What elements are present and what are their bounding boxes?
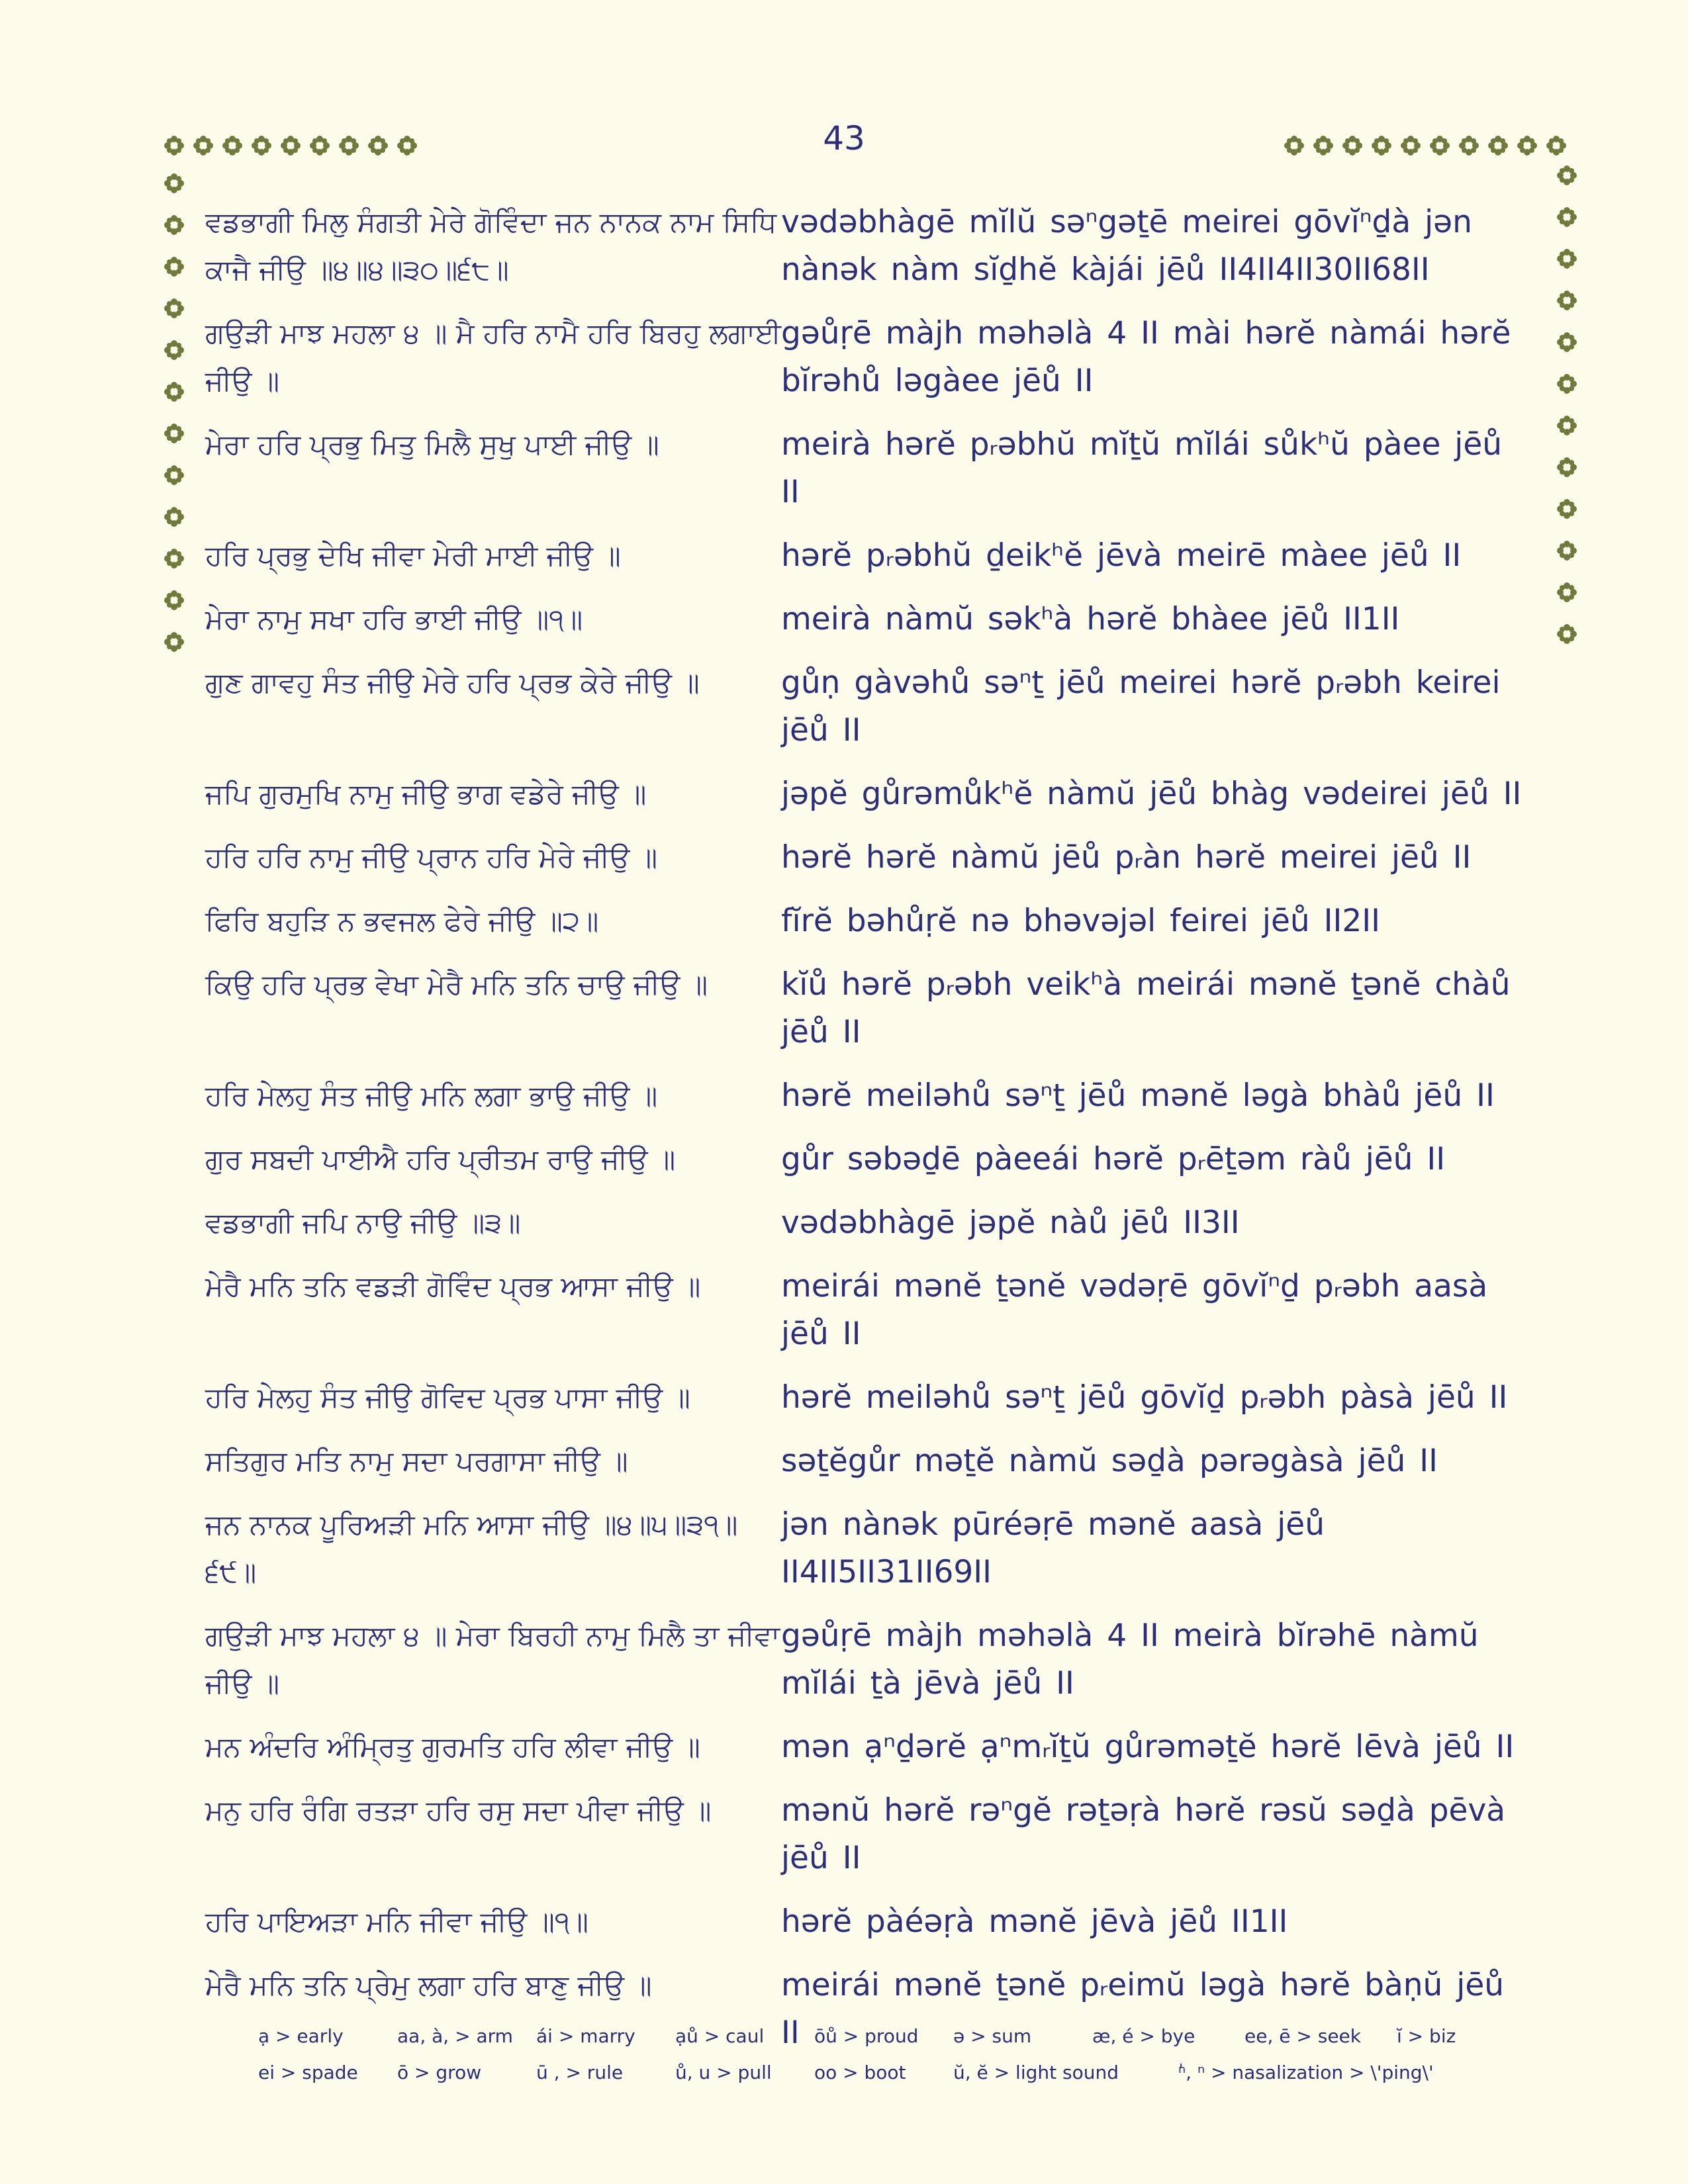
transliteration-text: hərĕ pᵣəbhŭ ḏeikʰĕ jēvà meirē màee jēů II: [781, 537, 1462, 574]
transliteration-text: vədəbhàgē jəpĕ nàů jēů II3II: [781, 1205, 1240, 1241]
flower-ornament-icon: [1557, 165, 1577, 185]
transliteration-text: hərĕ meiləhů səⁿṯ jēů gōvĭḏ pᵣəbh pàsà jēů II: [781, 1379, 1508, 1416]
gurmukhi-text: ਫਿਰਿ ਬਹੁੜਿ ਨ ਭਵਜਲ ਫੇਰੇ ਜੀਉ ॥੨॥: [205, 905, 599, 937]
verse-row: [205, 1263, 1523, 1358]
transliteration-text: fĭrĕ bəhůṛĕ nə bhəvəjəl feirei jēů II2II: [781, 903, 1380, 939]
legend-row: [258, 2025, 1516, 2047]
transliteration-text: hərĕ hərĕ nàmŭ jēů pᵣàn hərĕ meirei jēů II: [781, 839, 1472, 876]
flower-ornament-icon: [222, 136, 242, 156]
flower-ornament-icon: [1401, 136, 1421, 156]
flower-ornament-icon: [1459, 136, 1479, 156]
verse-row: [205, 1199, 1523, 1247]
verse-row: [205, 421, 1523, 516]
transliteration-text: jəpĕ gůrəmůkʰĕ nàmŭ jēů bhàg vədeirei jēů II: [781, 776, 1522, 812]
verse-row: [205, 199, 1523, 294]
legend-item: ōů > proud: [814, 2025, 919, 2047]
hymn-content: [205, 199, 1523, 2073]
verse-row: [205, 770, 1523, 818]
gurmukhi-text: ਕਿਉ ਹਰਿ ਪ੍ਰਭ ਵੇਖਾ ਮੇਰੈ ਮਨਿ ਤਨਿ ਚਾਉ ਜੀਉ ॥: [205, 968, 708, 1001]
gurmukhi-text: ਹਰਿ ਮੇਲਹੁ ਸੰਤ ਜੀਉ ਮਨਿ ਲਗਾ ਭਾਉ ਜੀਉ ॥: [205, 1079, 658, 1112]
transliteration-text: gəůṛē màjh məhəlà 4 II meirà bĭrəhē nàmŭ mĭlái ṯà jēvà jēů II: [781, 1617, 1479, 1702]
flower-ornament-icon: [1546, 136, 1566, 156]
transliteration-text: gůṇ gàvəhů səⁿṯ jēů meirei hərĕ pᵣəbh keirei jēů II: [781, 664, 1501, 749]
legend-item: ō > grow: [397, 2062, 482, 2083]
flower-ornament-icon: [164, 590, 184, 610]
verse-row: [205, 1787, 1523, 1882]
flower-ornament-icon: [193, 136, 213, 156]
flower-ornament-icon: [1557, 291, 1577, 310]
gurmukhi-text: ਮੇਰਾ ਨਾਮੁ ਸਖਾ ਹਰਿ ਭਾਈ ਜੀਉ ॥੧॥: [205, 603, 583, 635]
flower-ornament-icon: [1557, 624, 1577, 644]
legend-item: ạů > caul: [675, 2025, 765, 2047]
pronunciation-legend: [258, 2025, 1516, 2098]
verse-row: [205, 1501, 1523, 1596]
gurmukhi-text: ਹਰਿ ਹਰਿ ਨਾਮੁ ਜੀਉ ਪ੍ਰਾਨ ਹਰਿ ਮੇਰੇ ਜੀਉ ॥: [205, 841, 658, 874]
gurmukhi-text: ਗੁਣ ਗਾਵਹੁ ਸੰਤ ਜੀਉ ਮੇਰੇ ਹਰਿ ਪ੍ਰਭ ਕੇਰੇ ਜੀਉ ॥: [205, 666, 700, 699]
flower-ornament-icon: [164, 257, 184, 277]
verse-row: [205, 1437, 1523, 1485]
legend-item: ạ > early: [258, 2025, 344, 2047]
gurmukhi-text: ਗਉੜੀ ਮਾਝ ਮਹਲਾ ੪ ॥ ਮੈ ਹਰਿ ਨਾਮੈ ਹਰਿ ਬਿਰਹੁ ਲਗਾਈ ਜੀਉ ॥: [205, 317, 781, 397]
flower-ornament-icon: [281, 136, 301, 156]
verse-row: [205, 1072, 1523, 1120]
gurmukhi-text: ਜਪਿ ਗੁਰਮੁਖਿ ਨਾਮੁ ਜੀਉ ਭਾਗ ਵਡੇਰੇ ਜੀਉ ॥: [205, 778, 647, 810]
flower-ornament-icon: [1557, 249, 1577, 269]
verse-row: [205, 1723, 1523, 1771]
flower-ornament-icon: [1557, 499, 1577, 519]
gurmukhi-text: ਹਰਿ ਮੇਲਹੁ ਸੰਤ ਜੀਉ ਗੋਵਿਦ ਪ੍ਰਭ ਪਾਸਾ ਜੀਉ ॥: [205, 1381, 690, 1414]
flower-ornament-icon: [164, 549, 184, 569]
legend-item: ĭ > biz: [1397, 2025, 1456, 2047]
flower-ornament-icon: [164, 382, 184, 402]
gurmukhi-text: ਮਨ ਅੰਦਰਿ ਅੰਮ੍ਰਿਤੁ ਗੁਰਮਤਿ ਹਰਿ ਲੀਵਾ ਜੀਉ ॥: [205, 1731, 700, 1763]
gurmukhi-text: ਮਨੁ ਹਰਿ ਰੰਗਿ ਰਤੜਾ ਹਰਿ ਰਸੁ ਸਦਾ ਪੀਵਾ ਜੀਉ ॥: [205, 1794, 712, 1827]
flower-ornament-icon: [310, 136, 330, 156]
transliteration-text: mən ạⁿḏərĕ ạⁿmᵣĭṯŭ gůrəməṯĕ hərĕ lēvà jēů II: [781, 1729, 1515, 1765]
page-number: 43: [823, 119, 865, 158]
legend-item: ə > sum: [953, 2025, 1032, 2047]
legend-item: ů, u > pull: [675, 2062, 772, 2083]
legend-item: ⁿ̍, ⁿ > nasalization > \'ping\': [1178, 2062, 1434, 2083]
gurmukhi-text: ਮੇਰੈ ਮਨਿ ਤਨਿ ਵਡੜੀ ਗੋਵਿੰਦ ਪ੍ਰਭ ਆਸਾ ਜੀਉ ॥: [205, 1270, 701, 1302]
flower-ornament-icon: [164, 507, 184, 527]
flower-ornament-icon: [1557, 374, 1577, 394]
gurmukhi-text: ਹਰਿ ਪਾਇਅੜਾ ਮਨਿ ਜੀਵਾ ਜੀਉ ॥੧॥: [205, 1905, 588, 1938]
transliteration-text: hərĕ pàéəṛà mənĕ jēvà jēů II1II: [781, 1903, 1288, 1940]
gurmukhi-text: ਗਉੜੀ ਮਾਝ ਮਹਲਾ ੪ ॥ ਮੇਰਾ ਬਿਰਹੀ ਨਾਮੁ ਮਿਲੈ ਤਾ ਜੀਵਾ ਜੀਉ ॥: [205, 1619, 780, 1700]
flower-ornament-icon: [1517, 136, 1537, 156]
verse-row: [205, 310, 1523, 405]
legend-item: ei > spade: [258, 2062, 358, 2083]
transliteration-text: meirà nàmŭ səkʰà hərĕ bhàee jēů II1II: [781, 601, 1400, 637]
transliteration-text: mənŭ hərĕ rəⁿgĕ rəṯəṛà hərĕ rəsŭ səḏà pēvà jēů II: [781, 1792, 1506, 1876]
verse-row: [205, 897, 1523, 945]
legend-item: aa, à, > arm: [397, 2025, 513, 2047]
transliteration-text: kĭů hərĕ pᵣəbh veikʰà meirái mənĕ ṯənĕ chàů jēů II: [781, 966, 1511, 1050]
transliteration-text: jən nànək pūréəṛē mənĕ aasà jēů II4II5II31II69II: [781, 1506, 1325, 1590]
flower-ornament-icon: [339, 136, 359, 156]
flower-ornament-icon: [1557, 416, 1577, 435]
flower-ornament-icon: [164, 632, 184, 652]
flower-ornament-icon: [1284, 136, 1304, 156]
verse-row: [205, 596, 1523, 643]
flower-ornament-icon: [1557, 207, 1577, 227]
flower-ornament-icon: [1557, 457, 1577, 477]
flower-ornament-icon: [397, 136, 417, 156]
legend-item: ŭ, ĕ > light sound: [953, 2062, 1119, 2083]
flower-ornament-icon: [1430, 136, 1450, 156]
legend-item: oo > boot: [814, 2062, 906, 2083]
flower-ornament-icon: [1372, 136, 1391, 156]
transliteration-text: meirái mənĕ ṯənĕ vədəṛē gōvĭⁿḏ pᵣəbh aasà jēů II: [781, 1268, 1488, 1352]
flower-ornament-icon: [1488, 136, 1508, 156]
legend-item: ū , > rule: [536, 2062, 624, 2083]
gurmukhi-text: ਵਡਭਾਗੀ ਮਿਲੁ ਸੰਗਤੀ ਮੇਰੇ ਗੋਵਿੰਦਾ ਜਨ ਨਾਨਕ ਨਾਮ ਸਿਧਿ ਕਾਜੈ ਜੀਉ ॥੪॥੪॥੩੦॥੬੮॥: [205, 206, 777, 286]
flower-ornament-icon: [164, 173, 184, 193]
flower-ornament-icon: [164, 465, 184, 485]
transliteration-text: meirà hərĕ pᵣəbhŭ mĭṯŭ mĭlái sůkʰŭ pàee jēů II: [781, 426, 1503, 510]
flower-ornament-icon: [1557, 582, 1577, 602]
flower-ornament-icon: [164, 136, 184, 156]
flower-ornament-icon: [1342, 136, 1362, 156]
legend-row: [258, 2062, 1516, 2083]
flower-ornament-icon: [252, 136, 271, 156]
verse-row: [205, 1374, 1523, 1422]
legend-item: ee, ē > seek: [1244, 2025, 1361, 2047]
gurmukhi-text: ਗੁਰ ਸਬਦੀ ਪਾਈਐ ਹਰਿ ਪ੍ਰੀਤਮ ਰਾਉ ਜੀਉ ॥: [205, 1143, 676, 1175]
legend-item: ái > marry: [536, 2025, 635, 2047]
gurmukhi-text: ਮੇਰੈ ਮਨਿ ਤਨਿ ਪ੍ਰੇਮੁ ਲਗਾ ਹਰਿ ਬਾਣੁ ਜੀਉ ॥: [205, 1969, 652, 2001]
flower-ornament-icon: [164, 340, 184, 360]
transliteration-text: gəůṛē màjh məhəlà 4 II mài hərĕ nàmái hərĕ bĭrəhů ləgàee jēů II: [781, 315, 1511, 399]
flower-ornament-icon: [368, 136, 388, 156]
verse-row: [205, 1612, 1523, 1707]
verse-row: [205, 659, 1523, 754]
gurmukhi-text: ਮੇਰਾ ਹਰਿ ਪ੍ਰਭੁ ਮਿਤੁ ਮਿਲੈ ਸੁਖੁ ਪਾਈ ਜੀਉ ॥: [205, 428, 659, 461]
verse-row: [205, 834, 1523, 882]
flower-ornament-icon: [1557, 541, 1577, 561]
gurmukhi-text: ਜਨ ਨਾਨਕ ਪੂਰਿਅੜੀ ਮਨਿ ਆਸਾ ਜੀਉ ॥੪॥੫॥੩੧॥੬੯॥: [205, 1508, 738, 1588]
verse-row: [205, 1136, 1523, 1183]
gurmukhi-text: ਵਡਭਾਗੀ ਜਪਿ ਨਾਉ ਜੀਉ ॥੩॥: [205, 1206, 521, 1239]
legend-item: æ, é > bye: [1092, 2025, 1196, 2047]
transliteration-text: gůr səbəḏē pàeeái hərĕ pᵣēṯəm ràů jēů II: [781, 1141, 1446, 1177]
flower-ornament-icon: [1313, 136, 1333, 156]
transliteration-text: səṯĕgůr məṯĕ nàmŭ səḏà pərəgàsà jēů II: [781, 1443, 1438, 1479]
flower-ornament-icon: [1557, 332, 1577, 352]
gurmukhi-text: ਹਰਿ ਪ੍ਰਭੁ ਦੇਖਿ ਜੀਵਾ ਮੇਰੀ ਮਾਈ ਜੀਉ ॥: [205, 539, 621, 572]
gurmukhi-text: ਸਤਿਗੁਰ ਮਤਿ ਨਾਮੁ ਸਦਾ ਪਰਗਾਸਾ ਜੀਉ ॥: [205, 1445, 628, 1477]
verse-row: [205, 1898, 1523, 1946]
flower-ornament-icon: [164, 424, 184, 443]
verse-row: [205, 532, 1523, 580]
verse-row: [205, 961, 1523, 1056]
transliteration-text: hərĕ meiləhů səⁿṯ jēů mənĕ ləgà bhàů jēů II: [781, 1077, 1495, 1114]
transliteration-text: vədəbhàgē mĭlŭ səⁿgəṯē meirei gōvĭⁿḏà jən nànək nàm sĭḏhĕ kàjái jēů II4II4II30II68II: [781, 204, 1472, 288]
transliteration-text: meirái mənĕ ṯənĕ pᵣeimŭ ləgà hərĕ bàṇŭ jēů II: [781, 1967, 1505, 2051]
flower-ornament-icon: [164, 215, 184, 235]
flower-ornament-icon: [164, 298, 184, 318]
